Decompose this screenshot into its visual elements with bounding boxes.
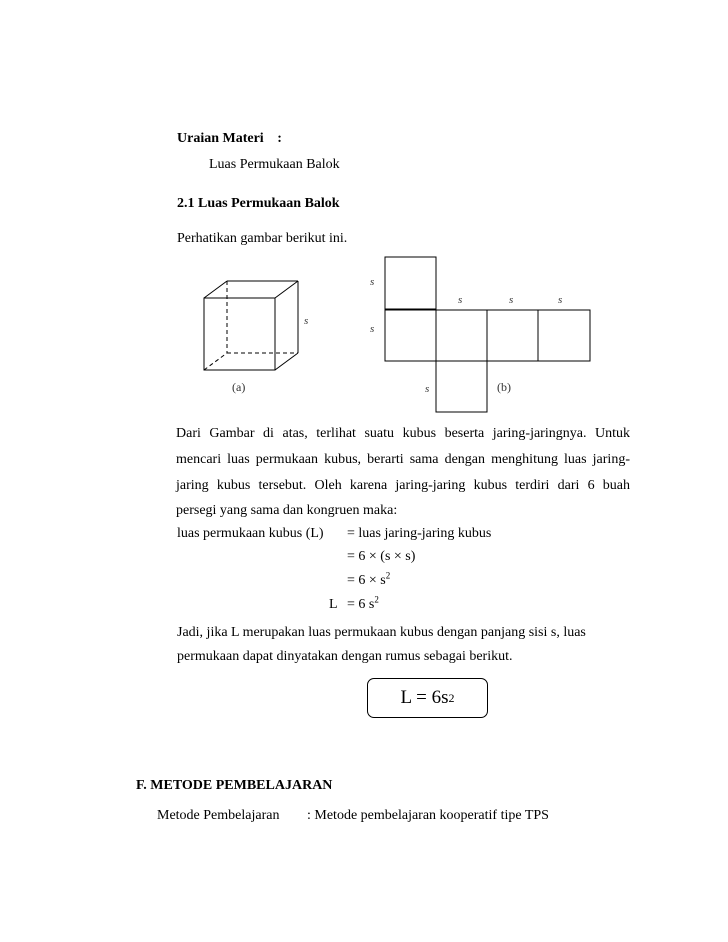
derivation-step-exponent: 2 [385,570,391,581]
formula-base: L = 6s [400,687,449,708]
section-f-heading: F. METODE PEMBELAJARAN [136,778,333,793]
caption-a: (a) [232,380,246,394]
derivation-lhs: luas permukaan kubus (L) [177,526,324,541]
section-f-label: Metode Pembelajaran [157,808,280,823]
derivation-step [347,570,391,589]
derivation-step: = luas jaring-jaring kubus [347,526,492,541]
net-label: s [558,294,563,306]
derivation-final [347,594,379,613]
topic-text: Luas Permukaan Balok [209,157,340,172]
cube-edge [204,281,227,298]
caption-b: (b) [497,380,511,394]
paragraph-line: Dari Gambar di atas, terlihat suatu kubus beserta jaring-jaringnya. Untuk [176,426,630,441]
section-header-label: Uraian Materi [177,131,264,146]
cube-hidden-edge [204,353,227,370]
net-square [538,310,590,361]
net-square-top [385,257,436,309]
net-label: s [509,294,514,306]
derivation-step-base: = 6 × s [347,573,386,588]
derivation-final-lhs: L [329,597,338,612]
cube-edge [275,353,298,370]
net-square [385,310,436,361]
derivation-final-exponent: 2 [374,594,379,605]
formula-box: L = 6s 2 [367,678,488,718]
net-square [436,310,487,361]
net-square [487,310,538,361]
net-label: s [425,383,430,395]
net-label: s [370,276,375,288]
subsection-title: 2.1 Luas Permukaan Balok [177,196,340,211]
cube-front-face [204,298,275,370]
paragraph-line: jaring kubus tersebut. Oleh karena jaring-jaring kubus terdiri dari 6 buah [176,478,630,493]
net-label: s [370,323,375,335]
paragraph-line: mencari luas permukaan kubus, berarti sama dengan menghitung luas jaring- [176,452,630,467]
derivation-final-base: = 6 s [347,597,375,612]
cube-edge [275,281,298,298]
paragraph-line: persegi yang sama dan kongruen maka: [176,503,398,518]
conclusion-line: permukaan dapat dinyatakan dengan rumus sebagai berikut. [177,649,513,664]
derivation-step: = 6 × (s × s) [347,549,416,564]
section-f-value: : Metode pembelajaran kooperatif tipe TPS [307,808,549,823]
net-label: s [458,294,463,306]
net-square-bottom [436,361,487,412]
section-header-colon: : [277,131,282,146]
conclusion-line: Jadi, jika L merupakan luas permukaan kubus dengan panjang sisi s, luas [177,625,586,640]
cube-side-label: s [304,315,309,327]
intro-text: Perhatikan gambar berikut ini. [177,231,348,246]
